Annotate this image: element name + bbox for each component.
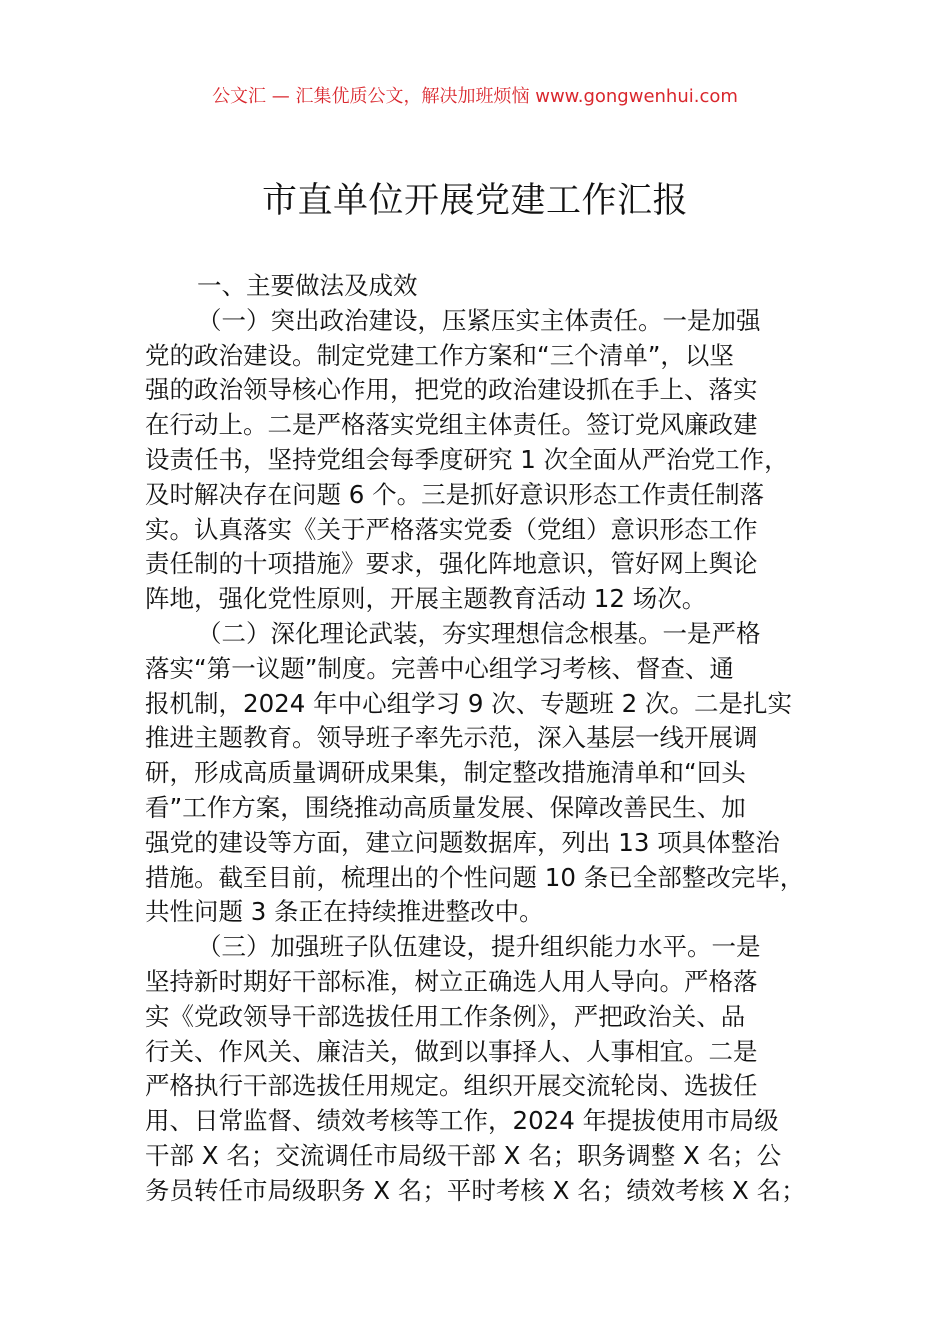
paragraph-line: 强党的建设等方面，建立问题数据库，列出 13 项具体整治 bbox=[145, 827, 780, 857]
document-body bbox=[145, 269, 835, 1209]
paragraph-start-line: （一）突出政治建设，压紧压实主体责任。一是加强 bbox=[197, 305, 761, 335]
paragraph-line: 干部 X 名；交流调任市局级干部 X 名；职务调整 X 名；公 bbox=[145, 1140, 782, 1170]
document-title: 市直单位开展党建工作汇报 bbox=[261, 181, 688, 221]
paragraph-line: 行关、作风关、廉洁关，做到以事择人、人事相宜。二是 bbox=[145, 1036, 758, 1066]
paragraph-start-line: 一、主要做法及成效 bbox=[197, 271, 418, 300]
paragraph-line: 在行动上。二是严格落实党组主体责任。签订党风廉政建 bbox=[145, 410, 758, 440]
paragraph-line: 实。认真落实《关于严格落实党委（党组）意识形态工作 bbox=[145, 514, 758, 544]
header-banner: 公文汇 — 汇集优质公文，解决加班烦恼 www.gongwenhui.com bbox=[212, 86, 738, 107]
paragraph-line: 严格执行干部选拔任用规定。组织开展交流轮岗、选拔任 bbox=[145, 1071, 758, 1101]
paragraph-line: 设责任书，坚持党组会每季度研究 1 次全面从严治党工作， bbox=[145, 444, 789, 474]
paragraph-line: 落实“第一议题”制度。完善中心组学习考核、督查、通 bbox=[145, 653, 734, 683]
paragraph-line: 强的政治领导核心作用，把党的政治建设抓在手上、落实 bbox=[145, 375, 758, 405]
paragraph-line: 阵地，强化党性原则，开展主题教育活动 12 场次。 bbox=[145, 584, 707, 614]
paragraph-line: 坚持新时期好干部标准，树立正确选人用人导向。严格落 bbox=[145, 966, 758, 996]
paragraph-start-line: （三）加强班子队伍建设，提升组织能力水平。一是 bbox=[197, 932, 761, 962]
paragraph-start-line: （二）深化理论武装，夯实理想信念根基。一是严格 bbox=[197, 618, 761, 648]
paragraph-line: 共性问题 3 条正在持续推进整改中。 bbox=[145, 897, 544, 927]
paragraph-line: 报机制，2024 年中心组学习 9 次、专题班 2 次。二是扎实 bbox=[145, 688, 792, 718]
paragraph-line: 及时解决存在问题 6 个。三是抓好意识形态工作责任制落 bbox=[145, 479, 765, 509]
paragraph-line: 用、日常监督、绩效考核等工作，2024 年提拔使用市局级 bbox=[145, 1106, 779, 1136]
paragraph-line: 推进主题教育。领导班子率先示范，深入基层一线开展调 bbox=[145, 723, 758, 753]
paragraph-line: 研，形成高质量调研成果集，制定整改措施清单和“回头 bbox=[145, 758, 746, 788]
paragraph-line: 务员转任市局级职务 X 名；平时考核 X 名；绩效考核 X 名； bbox=[145, 1175, 806, 1205]
paragraph-line: 党的政治建设。制定党建工作方案和“三个清单”，以坚 bbox=[145, 340, 734, 370]
paragraph-line: 责任制的十项措施》要求，强化阵地意识，管好网上舆论 bbox=[145, 549, 758, 579]
paragraph-line: 实《党政领导干部选拔任用工作条例》，严把政治关、品 bbox=[145, 1001, 746, 1031]
paragraph-line: 看”工作方案，围绕推动高质量发展、保障改善民生、加 bbox=[145, 792, 746, 822]
paragraph-line: 措施。截至目前，梳理出的个性问题 10 条已全部整改完毕， bbox=[145, 862, 805, 892]
